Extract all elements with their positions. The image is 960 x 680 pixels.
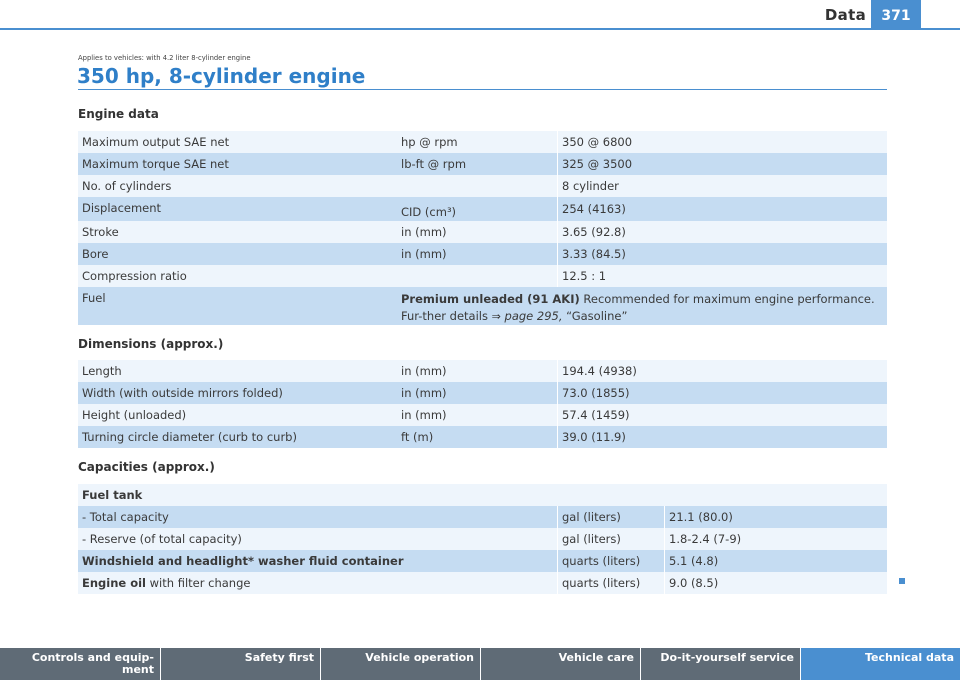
table-row xyxy=(78,360,887,382)
section-title: Data xyxy=(824,6,866,24)
row-value: 3.65 (92.8) xyxy=(562,225,626,239)
row-label: Maximum output SAE net xyxy=(82,135,230,149)
table-row xyxy=(78,426,887,448)
page-number: 371 xyxy=(871,0,921,30)
row-label: Displacement xyxy=(82,201,162,215)
row-unit: quarts (liters) xyxy=(562,576,641,590)
row-unit: quarts (liters) xyxy=(562,554,641,568)
row-label: - Total capacity xyxy=(82,510,169,524)
title-rule xyxy=(78,89,887,90)
table-row xyxy=(78,221,887,243)
row-unit: gal (liters) xyxy=(562,532,621,546)
row-label: Windshield and headlight* washer fluid container xyxy=(82,554,404,568)
footer-tab-label: Vehicle care xyxy=(558,651,634,664)
page-reference-link[interactable]: page 295, xyxy=(504,309,563,323)
row-unit: lb-ft @ rpm xyxy=(401,157,467,171)
table-row xyxy=(78,528,887,550)
row-value: 3.33 (84.5) xyxy=(562,247,626,261)
fuel-text: Recommended for maximum engine performance. Fur-ther details xyxy=(401,292,875,323)
row-value: 5.1 (4.8) xyxy=(669,554,719,568)
row-label: - Reserve (of total capacity) xyxy=(82,532,242,546)
capacities-heading: Capacities (approx.) xyxy=(78,460,215,474)
row-value: 254 (4163) xyxy=(562,202,626,216)
row-value: 12.5 : 1 xyxy=(562,269,607,283)
row-label: Fuel xyxy=(82,291,106,305)
table-row xyxy=(78,153,887,175)
row-value: 73.0 (1855) xyxy=(562,386,630,400)
row-label: Maximum torque SAE net xyxy=(82,157,229,171)
header-rule xyxy=(0,28,960,30)
row-unit: ft (m) xyxy=(401,430,434,444)
applies-to-note: Applies to vehicles: with 4.2 liter 8-cylinder engine xyxy=(78,54,251,62)
page-title: 350 hp, 8-cylinder engine xyxy=(77,64,366,88)
table-row xyxy=(78,243,887,265)
column-divider xyxy=(557,506,558,594)
fuel-grade: Premium unleaded (91 AKI) xyxy=(401,292,580,306)
footer-tab-operation[interactable] xyxy=(321,648,481,680)
row-label: Height (unloaded) xyxy=(82,408,187,422)
footer-nav xyxy=(0,648,960,680)
row-value: 1.8-2.4 (7-9) xyxy=(669,532,742,546)
row-value: 350 @ 6800 xyxy=(562,135,633,149)
engine-oil-note: with filter change xyxy=(146,576,251,590)
table-row xyxy=(78,265,887,287)
row-value: 325 @ 3500 xyxy=(562,157,633,171)
row-label: Bore xyxy=(82,247,109,261)
footer-tab-label: Technical data xyxy=(865,651,954,664)
row-label: Length xyxy=(82,364,122,378)
table-row xyxy=(78,550,887,572)
table-row xyxy=(78,572,887,594)
end-of-section-marker xyxy=(899,578,905,584)
row-unit: in (mm) xyxy=(401,247,447,261)
row-unit: in (mm) xyxy=(401,225,447,239)
row-unit: in (mm) xyxy=(401,386,447,400)
footer-tab-label-line2: ment xyxy=(121,663,154,676)
column-divider xyxy=(557,131,558,287)
dimensions-heading: Dimensions (approx.) xyxy=(78,337,224,351)
table-row xyxy=(78,197,887,221)
table-row xyxy=(78,506,887,528)
table-row xyxy=(78,382,887,404)
row-value: 57.4 (1459) xyxy=(562,408,630,422)
row-label: Turning circle diameter (curb to curb) xyxy=(82,430,297,444)
footer-tab-label: Controls and equip- xyxy=(31,651,154,664)
arrow-right-icon: ⇒ xyxy=(491,310,501,323)
footer-tab-controls[interactable] xyxy=(0,648,161,680)
fuel-tank-heading: Fuel tank xyxy=(82,488,143,502)
row-value: 194.4 (4938) xyxy=(562,364,637,378)
fuel-description xyxy=(401,291,883,325)
row-unit: hp @ rpm xyxy=(401,135,458,149)
table-row xyxy=(78,131,887,153)
row-label: No. of cylinders xyxy=(82,179,172,193)
row-label xyxy=(82,576,250,590)
fuel-tail: “Gasoline” xyxy=(562,309,628,323)
footer-tab-label: Vehicle operation xyxy=(365,651,474,664)
row-unit: in (mm) xyxy=(401,408,447,422)
table-row xyxy=(78,404,887,426)
row-value: 39.0 (11.9) xyxy=(562,430,626,444)
footer-tab-care[interactable] xyxy=(481,648,641,680)
table-row xyxy=(78,484,887,506)
row-unit: gal (liters) xyxy=(562,510,621,524)
footer-tab-technical[interactable] xyxy=(801,648,960,680)
footer-tab-label: Safety first xyxy=(244,651,314,664)
footer-tab-label: Do-it-yourself service xyxy=(660,651,794,664)
row-value: 21.1 (80.0) xyxy=(669,510,733,524)
table-row xyxy=(78,175,887,197)
row-label: Stroke xyxy=(82,225,119,239)
fuel-row xyxy=(78,287,887,325)
engine-oil-label: Engine oil xyxy=(82,576,146,590)
footer-tab-safety[interactable] xyxy=(161,648,321,680)
row-label: Width (with outside mirrors folded) xyxy=(82,386,283,400)
footer-tab-diy[interactable] xyxy=(641,648,801,680)
column-divider xyxy=(557,360,558,448)
row-value: 9.0 (8.5) xyxy=(669,576,719,590)
engine-data-heading: Engine data xyxy=(78,107,159,121)
row-label: Compression ratio xyxy=(82,269,187,283)
row-unit: CID (cm³) xyxy=(401,205,457,219)
row-value: 8 cylinder xyxy=(562,179,619,193)
column-divider xyxy=(664,506,665,594)
row-unit: in (mm) xyxy=(401,364,447,378)
